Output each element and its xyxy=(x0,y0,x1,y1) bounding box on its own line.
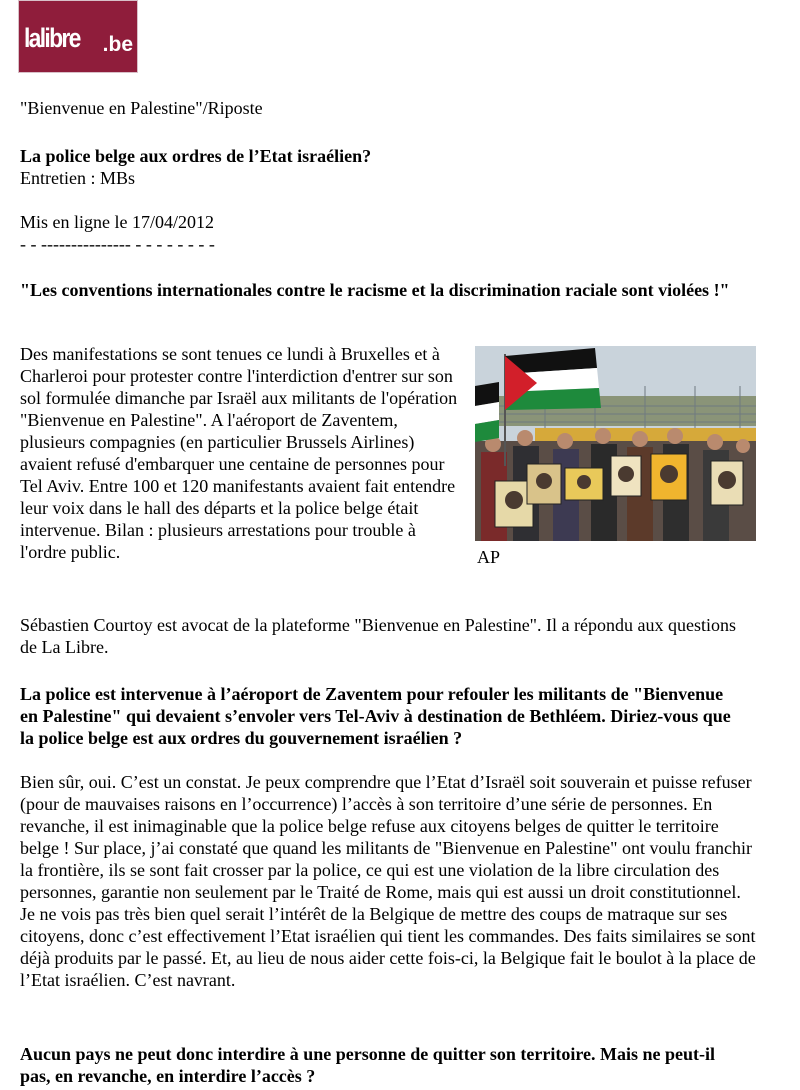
publish-date: Mis en ligne le 17/04/2012 xyxy=(20,212,214,232)
intro-paragraph: Sébastien Courtoy est avocat de la plateforme "Bienvenue en Palestine". Il a répondu aux questions de La Libre. xyxy=(20,615,736,657)
logo-name: lalibre xyxy=(24,23,80,53)
photo-caption: AP xyxy=(477,547,501,567)
protest-photo xyxy=(475,346,756,541)
article-headline: La police belge aux ordres de l’Etat israélien? xyxy=(20,146,372,166)
separator-line: - - --------------- - - - - - - - - xyxy=(20,234,215,254)
interview-byline: Entretien : MBs xyxy=(20,168,135,188)
question-2: Aucun pays ne peut donc interdire à une personne de quitter son territoire. Mais ne peut-il pas, en revanche, en interdire l’accès ? xyxy=(20,1044,716,1086)
lalibre-logo[interactable] xyxy=(18,0,138,73)
article-kicker: "Bienvenue en Palestine"/Riposte xyxy=(20,98,263,118)
answer-1: Bien sûr, oui. C’est un constat. Je peux comprendre que l’Etat d’Israël soit souverain et puisse refuser (pour de mauvaises raisons en l’occurrence) l’accès à son territoire d’une série de personnes. En revanche, il est inimaginable que la police belge refuse aux citoyens belges de quitter le territoire belge ! Sur place, j’ai constaté que quand les militants de "Bienvenue en Palestine" ont voulu franchir la frontière, ils se sont fait crosser par la police, ce qui est une violation de la libre circulation des personnes, garantie non seulement par le Traité de Rome, mais qui est aussi un droit constitutionnel. Je ne vois pas très bien quel serait l’intérêt de la Belgique de mettre des coups de matraque sur ses citoyens, donc c’est effectivement l’Etat israélien qui tient les commandes. Des faits similaires se sont déjà produits par le passé. Et, au lieu de nous aider cette fois-ci, la Belgique fait le boulot à la place de l’Etat israélien. C’est navrant. xyxy=(20,772,756,990)
question-1: La police est intervenue à l’aéroport de Zaventem pour refouler les militants de "Bienvenue en Palestine" qui devaient s’envoler vers Tel-Aviv à destination de Bethléem. Diriez-vous que la police belge est aux ordres du gouvernement israélien ? xyxy=(20,684,731,748)
quote-title: "Les conventions internationales contre le racisme et la discrimination raciale sont violées !" xyxy=(20,280,730,300)
lead-paragraph: Des manifestations se sont tenues ce lundi à Bruxelles et à Charleroi pour protester contre l'interdiction d'entrer sur son sol formulée dimanche par Israël aux militants de l'opération "Bienvenue en Palestine". A l'aéroport de Zaventem, plusieurs compagnies (en particulier Brussels Airlines) avaient refusé d'embarquer une centaine de personnes pour Tel Aviv. Entre 100 et 120 manifestants avaient fait entendre leur voix dans le hall des départs et la police belge était intervenue. Bilan : plusieurs arrestations pour trouble à l'ordre public. xyxy=(20,344,458,562)
logo-tld: .be xyxy=(102,33,133,56)
